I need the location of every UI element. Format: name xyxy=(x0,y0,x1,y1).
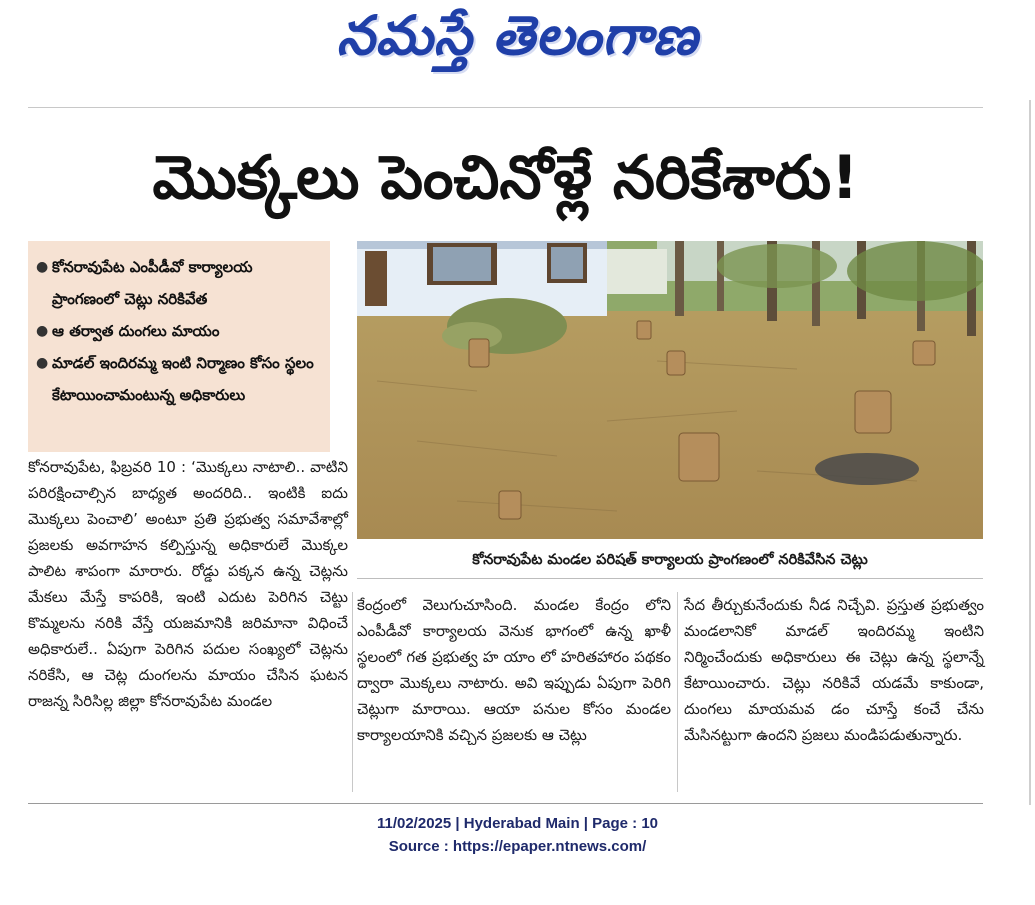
article-column-3: సేద తీర్చుకునేందుకు నీడ నిచ్చేవి. ప్రస్తుత ప్రభుత్వం మండలానికో మాడల్ ఇందిరమ్మ ఇంటిని నిర్మించేందుకు అధికారులు ఈ చెట్లు ఉన్న స్థలాన్నే కేటాయించారు. చెట్లు నరికివే యడమే కాకుండా, దుంగలు మాయమవ డం చూస్తే కంచే చేను మేసినట్టుగా ఉందని ప్రజలు మండిపడుతున్నారు. xyxy=(684,596,984,744)
article-headline: మొక్కలు పెంచినోళ్లే నరికేశారు! xyxy=(152,143,859,213)
bullet-icon: ● xyxy=(36,355,49,371)
newspaper-masthead: నమస్తే తెలంగాణ xyxy=(336,4,699,67)
article-bottom-rule xyxy=(28,803,983,804)
article-photo xyxy=(357,241,983,539)
source-link[interactable]: Source : https://epaper.ntnews.com/ xyxy=(388,838,647,855)
column-divider xyxy=(677,592,678,792)
highlight-text: ఆ తర్వాత దుంగలు మాయం xyxy=(52,322,220,340)
highlight-text: కోనరావుపేట ఎంపీడీవో కార్యాలయ ప్రాంగణంలో చెట్లు నరికివేత xyxy=(52,258,253,308)
column-divider xyxy=(352,592,353,792)
highlights-box xyxy=(28,241,330,452)
masthead-divider xyxy=(28,107,983,108)
article-column-1: కోనరావుపేట, ఫిబ్రవరి 10 : ‘మొక్కలు నాటాలి.. వాటిని పరిరక్షించాల్సిన బాధ్యత అందరిది.. ఇంటికి ఐదు మొక్కలు పెంచాలి’ అంటూ ప్రతి ప్రభుత్వ సమావేశాల్లో ప్రజలకు అవగాహన కల్పిస్తున్న అధికారులే మొక్కల పాలిట శాపంగా మారారు. రోడ్డు పక్కన ఉన్న చెట్లను మేకలు మేస్తే కాపరికి, ఇంటి ఎదుట పెరిగిన చెట్టు కొమ్మలను నరికి వేస్తే యజమానికి జరిమానా విధించే అధికారులే.. ఏపుగా పెరిగిన పదుల సంఖ్యలో చెట్లను నరికేసి, ఆ చెట్ల దుంగలను మాయం చేసిన ఘటన రాజన్న సిరిసిల్ల జిల్లా కోనరావుపేట మండల xyxy=(28,458,348,710)
article-column-2: కేంద్రంలో వెలుగుచూసింది. మండల కేంద్రం లోని ఎంపీడీవో కార్యాలయ వెనుక భాగంలో ఉన్న ఖాళీ స్థలంలో గత ప్రభుత్వ హ యాం లో హరితహారం పథకం ద్వారా మొక్కలు నాటారు. అవి ఇప్పుడు ఏపుగా పెరిగి చెట్లుగా మారాయి. ఆయా పనుల కోసం మండల కార్యాలయానికి వచ్చిన ప్రజలకు ఆ చెట్లు xyxy=(357,596,671,744)
edition-info: 11/02/2025 | Hyderabad Main | Page : 10 xyxy=(376,815,659,832)
page-edge-border xyxy=(1029,100,1031,805)
highlight-item xyxy=(36,251,324,315)
bullet-icon: ● xyxy=(36,259,49,275)
highlight-text: మాడల్ ఇందిరమ్మ ఇంటి నిర్మాణం కోసం స్థలం కేటాయించామంటున్న అధికారులు xyxy=(52,354,314,404)
highlight-item xyxy=(36,347,324,411)
highlight-item xyxy=(36,315,324,347)
photo-illustration xyxy=(357,241,983,539)
photo-caption: కోనరావుపేట మండల పరిషత్ కార్యాలయ ప్రాంగణంలో నరికివేసిన చెట్లు xyxy=(357,541,983,579)
bullet-icon: ● xyxy=(36,323,49,339)
